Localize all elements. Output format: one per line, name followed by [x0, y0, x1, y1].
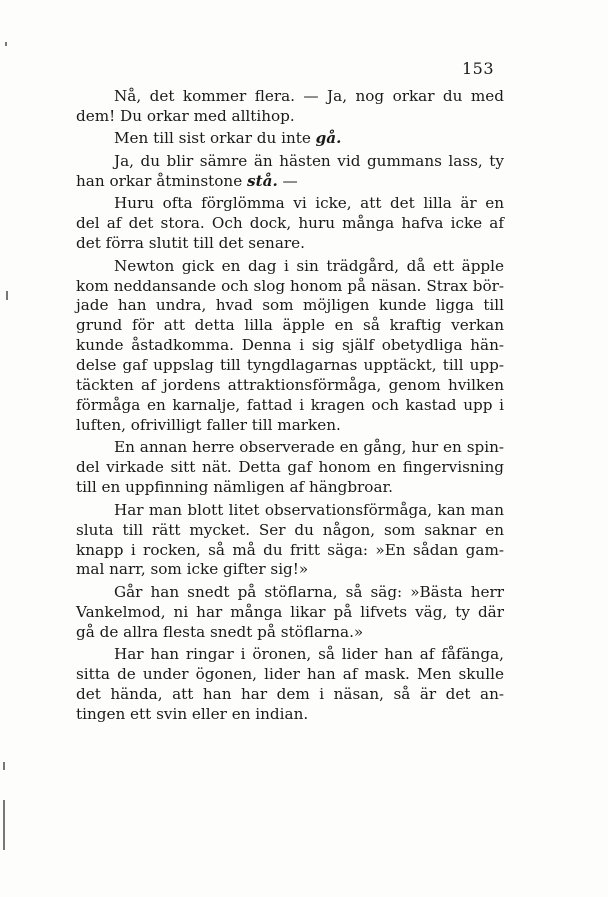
text-line: Newton gick en dag i sin trädgård, då ett äpple [114, 256, 504, 275]
paragraph-5 [76, 257, 504, 436]
text-line: del virkade sitt nät. Detta gaf honom en fingervisning [76, 458, 504, 477]
text-line: del af det stora. Och dock, huru många hafva icke af [76, 214, 504, 233]
text-line: Huru ofta förglömma vi icke, att det lilla är en [114, 194, 504, 213]
paragraph-1 [76, 87, 504, 127]
text-line: En annan herre observerade en gång, hur en spin- [114, 438, 504, 457]
paragraph-2 [76, 129, 504, 149]
text-line: Har man blott litet observationsförmåga, kan man [114, 500, 504, 519]
page-number: 153 [462, 59, 495, 78]
text-line: tingen ett svin eller en indian. [76, 704, 309, 723]
paragraph-7 [76, 501, 504, 581]
text-line: gå de allra flesta snedt på stöflarna.» [76, 622, 364, 641]
text-line: Men till sist orkar du inte gå. [114, 129, 342, 148]
paragraph-4 [76, 194, 504, 254]
text-line: sitta de under ögonen, lider han af mask. Men skulle [76, 665, 504, 684]
text-line: Nå, det kommer flera. — Ja, nog orkar du med [114, 87, 504, 105]
text-line: det hända, att han har dem i näsan, så är det an- [76, 685, 504, 704]
text-line: till en uppfinning nämligen af hängbroar. [76, 478, 393, 497]
scan-mark [6, 291, 8, 300]
text-line: Vankelmod, ni har många likar på lifvets väg, ty där [76, 602, 504, 621]
text-line: kom neddansande och slog honom på näsan. Strax bör- [76, 276, 504, 295]
text-line: Ja, du blir sämre än hästen vid gummans lass, ty [114, 151, 504, 170]
text-line: knapp i rocken, så må du fritt säga: »En sådan gam- [76, 540, 504, 559]
text-line: förmåga en karnalje, fattad i kragen och kastad upp i [76, 395, 504, 414]
paragraph-6 [76, 438, 504, 498]
scan-mark [3, 800, 5, 850]
text-line: delse gaf uppslag till tyngdlagarnas upptäckt, till upp- [76, 356, 504, 375]
text-line: Har han ringar i öronen, så lider han af fåfänga, [114, 645, 504, 664]
emphasized-word: gå. [315, 129, 342, 148]
body-text [76, 87, 504, 727]
text-line: han orkar åtminstone stå. — [76, 171, 298, 190]
text-line: mal narr, som icke gifter sig!» [76, 560, 309, 579]
scan-mark [5, 42, 7, 46]
text-line: luften, ofrivilligt faller till marken. [76, 415, 341, 434]
text-line: täckten af jordens attraktionsförmåga, genom hvilken [76, 376, 504, 395]
text-line: jade han undra, hvad som möjligen kunde ligga till [76, 296, 504, 315]
text-line: det förra slutit till det senare. [76, 234, 305, 253]
text-line: dem! Du orkar med alltihop. [76, 106, 295, 125]
paragraph-8 [76, 583, 504, 643]
text-line: Går han snedt på stöflarna, så säg: »Bästa herr [114, 582, 504, 601]
text-line: sluta till rätt mycket. Ser du någon, som saknar en [76, 520, 504, 539]
paragraph-3 [76, 152, 504, 192]
text-line: kunde åstadkomma. Denna i sig själf obetydliga hän- [76, 336, 504, 355]
emphasized-word: stå. [247, 171, 278, 190]
paragraph-9 [76, 645, 504, 725]
scan-mark [3, 762, 5, 770]
text-line: grund för att detta lilla äpple en så kraftig verkan [76, 316, 504, 335]
